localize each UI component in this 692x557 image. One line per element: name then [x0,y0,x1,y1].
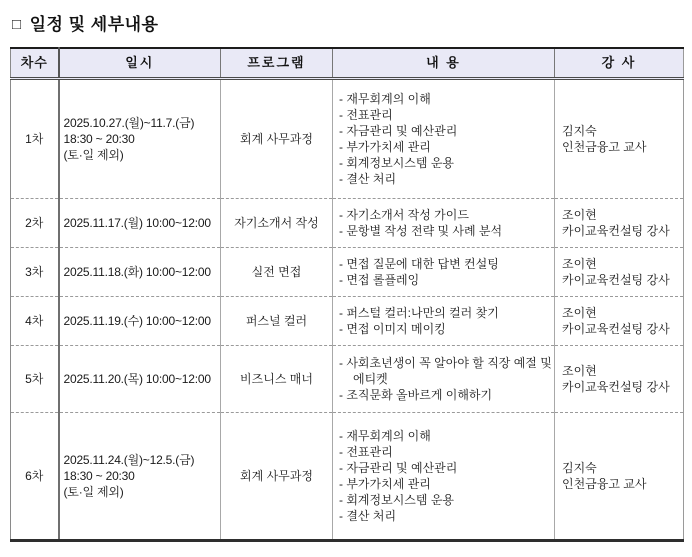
content-item: - 회계정보시스템 운용 [339,492,552,508]
program-cell: 자기소개서 작성 [221,199,333,248]
datetime-cell [59,199,221,248]
content-cell [333,297,555,346]
instructor-line: 조이현 [562,257,597,271]
column-header-datetime: 일시 [59,48,221,79]
table-row [11,413,684,541]
column-header-content: 내 용 [333,48,555,79]
content-item: - 결산 처리 [339,508,552,524]
content-item: - 재무회계의 이해 [339,91,552,107]
table-row [11,248,684,297]
instructor-cell [555,199,684,248]
instructor-line: 조이현 [562,208,597,222]
content-item: - 문항별 작성 전략 및 사례 분석 [339,223,552,239]
table-row [11,297,684,346]
datetime-line: 18:30 ~ 20:30 [63,469,135,483]
square-bullet-icon: □ [12,16,22,33]
schedule-table-body [11,79,684,541]
table-row [11,79,684,199]
content-item: - 사회초년생이 꼭 알아야 할 직장 예절 및 에티켓 [339,355,552,387]
content-item: - 퍼스털 컬러:나만의 컬러 찾기 [339,305,552,321]
instructor-cell [555,297,684,346]
datetime-line: 2025.11.24.(월)~12.5.(금) [63,453,195,467]
session-cell: 6차 [11,413,59,541]
column-header-session: 차수 [11,48,59,79]
datetime-cell [59,248,221,297]
content-item: - 자금관리 및 예산관리 [339,123,552,139]
datetime-line: 2025.11.19.(수) 10:00~12:00 [63,314,211,328]
instructor-line: 카이교육컨설팅 강사 [562,273,670,287]
datetime-line: 2025.11.18.(화) 10:00~12:00 [63,265,211,279]
program-cell: 회계 사무과정 [221,413,333,541]
instructor-line: 인천금융고 교사 [562,140,647,154]
instructor-cell [555,248,684,297]
datetime-cell [59,346,221,413]
content-item: - 전표관리 [339,107,552,123]
content-item: - 면접 롤플레잉 [339,272,552,288]
content-item: - 면접 이미지 메이킹 [339,321,552,337]
table-row [11,199,684,248]
datetime-line: 18:30 ~ 20:30 [63,132,135,146]
program-cell: 비즈니스 매너 [221,346,333,413]
content-item: - 자금관리 및 예산관리 [339,460,552,476]
content-item: - 부가가치세 관리 [339,476,552,492]
instructor-line: 조이현 [562,364,597,378]
instructor-line: 김지숙 [562,461,597,475]
program-cell: 실전 면접 [221,248,333,297]
instructor-line: 카이교육컨설팅 강사 [562,380,670,394]
content-item: - 면접 질문에 대한 답변 컨설팅 [339,256,552,272]
datetime-cell [59,79,221,199]
instructor-cell [555,413,684,541]
instructor-cell [555,79,684,199]
content-item: - 자기소개서 작성 가이드 [339,207,552,223]
program-cell: 퍼스널 컬러 [221,297,333,346]
page-title [12,10,692,35]
datetime-line: 2025.10.27.(월)~11.7.(금) [63,116,195,130]
session-cell: 5차 [11,346,59,413]
content-item: - 재무회계의 이해 [339,428,552,444]
content-item: - 전표관리 [339,444,552,460]
datetime-cell [59,297,221,346]
session-cell: 1차 [11,79,59,199]
schedule-table-header [11,48,684,79]
content-cell [333,248,555,297]
content-cell [333,346,555,413]
instructor-line: 김지숙 [562,124,597,138]
content-item: - 회계정보시스템 운용 [339,155,552,171]
instructor-line: 조이현 [562,306,597,320]
table-row [11,346,684,413]
schedule-table [10,47,684,542]
content-item: - 조직문화 올바르게 이해하기 [339,387,552,403]
session-cell: 3차 [11,248,59,297]
content-cell [333,79,555,199]
content-cell [333,199,555,248]
datetime-line: (토·일 제외) [63,485,124,499]
session-cell: 2차 [11,199,59,248]
instructor-line: 인천금융고 교사 [562,477,647,491]
content-item: - 부가가치세 관리 [339,139,552,155]
datetime-line: (토·일 제외) [63,148,124,162]
datetime-cell [59,413,221,541]
instructor-line: 카이교육컨설팅 강사 [562,224,670,238]
instructor-line: 카이교육컨설팅 강사 [562,322,670,336]
instructor-cell [555,346,684,413]
column-header-program: 프로그램 [221,48,333,79]
datetime-line: 2025.11.20.(목) 10:00~12:00 [63,372,211,386]
content-item: - 결산 처리 [339,171,552,187]
column-header-instructor: 강 사 [555,48,684,79]
datetime-line: 2025.11.17.(월) 10:00~12:00 [63,216,211,230]
session-cell: 4차 [11,297,59,346]
program-cell: 회계 사무과정 [221,79,333,199]
content-cell [333,413,555,541]
page-title-text: 일정 및 세부내용 [29,15,159,34]
